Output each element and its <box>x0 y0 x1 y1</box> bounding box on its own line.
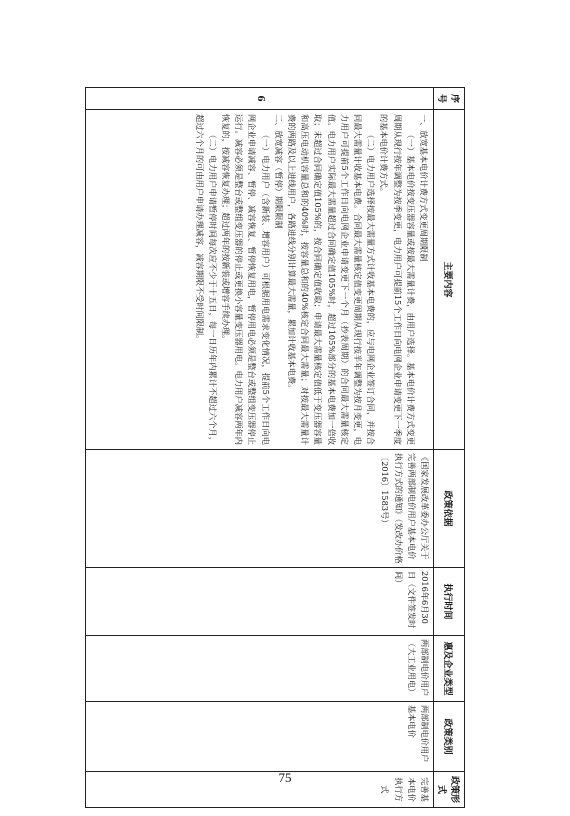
rotated-table-frame <box>85 87 465 807</box>
header-content: 主要内容 <box>434 110 465 450</box>
content-paragraph: （二）电力用户申请暂停时间每次应不少于十五日，每一日历年内累计不超过六个月，超过六个月的可由用户申请办理减容，减容期限不受时间限制。 <box>194 114 218 445</box>
policy-table-rotated <box>85 87 465 807</box>
header-scope: 惠及企业类型 <box>434 636 465 702</box>
row-time: 2016年6月30日（文件签发时间） <box>86 568 434 636</box>
content-paragraph: （二）电力用户选择按最大需量方式计收基本电费的，应与电网企业签订合同，并按合同最大需量计收基本电费。合同最大需量核定值变更周期从现行按半年调整为按月变更，电力用户可提前5个工作日向电网企业申请变更下一个月（抄表周期）的合同最大需量核定值。电力用户实际最大需量超过合同确定值105%时，超过105%部分的基本电费加一倍收取；未超过合同确定值105%的，按合同确定值收取；申请最大需量核定值低于变压器容量和高压电动机容量总和的40%时，按容量总和的40%核定合同最大需量；对按最大需量计费的两路及以上进线用户，各路进线分别计算最大需量，累加计收基本电费。 <box>286 114 377 445</box>
header-seq: 序号 <box>434 88 465 110</box>
header-form: 政策形式 <box>434 772 465 808</box>
header-time: 执行时间 <box>434 568 465 636</box>
content-heading-1: 一、放宽基本电价计费方式变更周期限制 <box>419 114 429 262</box>
row-form: 完善基本电价执行方式 <box>86 772 434 808</box>
content-heading-2: 二、放宽减容（暂停）期限限制 <box>273 114 284 229</box>
header-category: 政策类别 <box>434 702 465 772</box>
row-seq: 6 <box>86 88 434 110</box>
policy-table <box>85 87 465 808</box>
header-basis: 政策依据 <box>434 450 465 568</box>
table-header-row <box>434 88 465 808</box>
content-paragraph: （一）基本电价按变压器容量或按最大需量计费，由用户选择。基本电价计费方式变更周期从现行按年调整为按季变更，电力用户可提前15个工作日向电网企业申请变更下一季度的基本电价计费方式。 <box>379 114 416 445</box>
row-basis: 《国家发展改革委办公厅关于完善两部制电价用户基本电价执行方式的通知》（发改办价格〔2016〕1583号） <box>86 450 434 568</box>
content-paragraph: （一）电力用户（含新装、增容用户）可根据用电需求变化情况，提前5个工作日向电网企业申请减容、暂停、减容恢复、暂停恢复用电，暂停用电必须是整台或整组变压器停止运行。减容必须是整台或整组变压器的停止或更换小容量变压器用电。电力用户减容两年内恢复的，按减容恢复办理；超过两年的按新装或增容手续办理。 <box>220 114 271 445</box>
row-scope: 两部制电价用户（大工业用电） <box>86 636 434 702</box>
page-number: 75 <box>278 770 292 785</box>
row-content <box>86 110 434 450</box>
table-row <box>86 88 434 808</box>
row-category: 两部制电价用户基本电价 <box>86 702 434 772</box>
